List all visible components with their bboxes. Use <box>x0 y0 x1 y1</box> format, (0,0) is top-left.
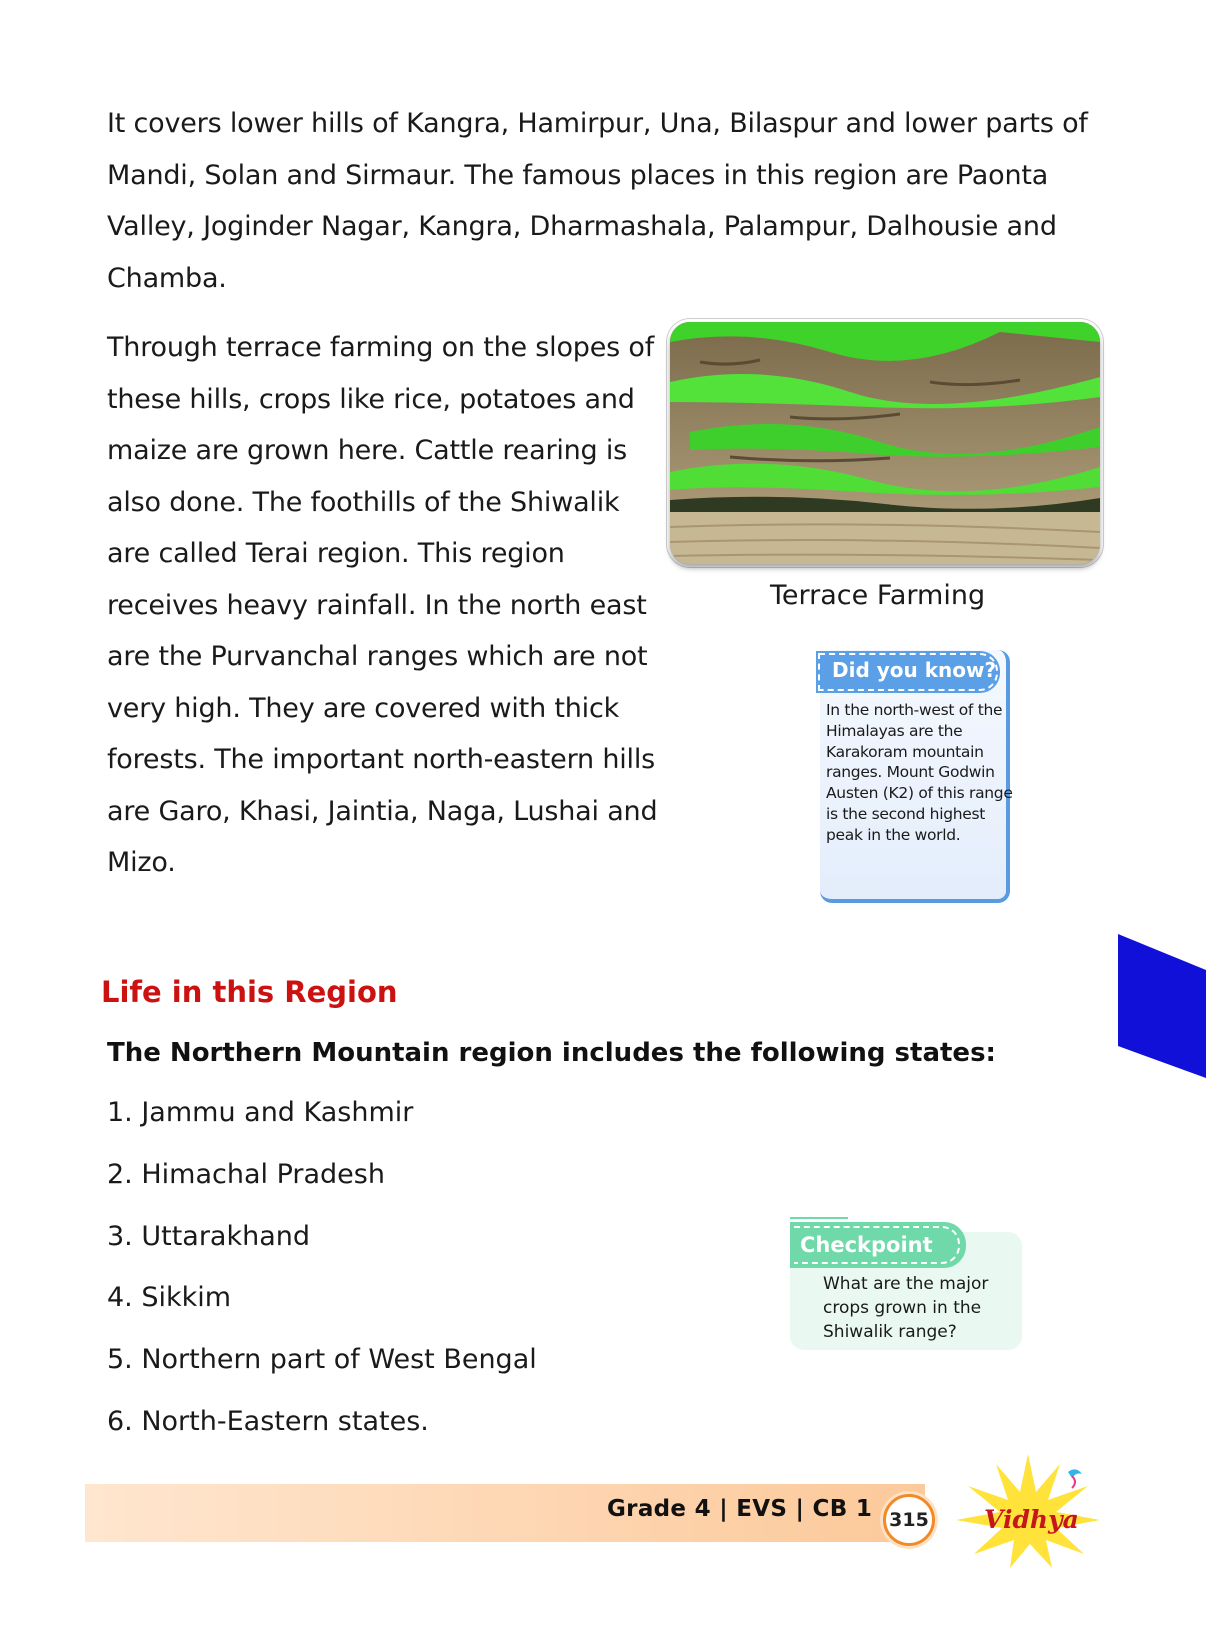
chapter-side-tab <box>1118 934 1206 1078</box>
list-item: 6. North-Eastern states. <box>107 1405 429 1437</box>
checkpoint-title: Checkpoint <box>800 1233 933 1257</box>
page-number: 315 <box>883 1494 935 1546</box>
intro-paragraph: It covers lower hills of Kangra, Hamirpur, Una, Bilaspur and lower parts of Mandi, Solan and Sirmaur. The famous places in this region are Paonta Valley, Joginder Nagar, Kangra, Dharmashala, Palampur, Dalhousie and Chamba. <box>107 108 1088 294</box>
checkpoint-accent-line <box>790 1217 848 1219</box>
states-list <box>107 1098 537 1469</box>
states-subheading: The Northern Mountain region includes the following states: <box>107 1038 996 1068</box>
list-item: 4. Sikkim <box>107 1282 232 1314</box>
did-you-know-text: In the north-west of the Himalayas are the Karakoram mountain ranges. Mount Godwin Austen (K2) of this range is the second highest peak in the world. <box>826 701 1013 844</box>
logo-wordmark: Vidhya <box>984 1505 1079 1534</box>
list-item: 2. Himachal Pradesh <box>107 1158 385 1190</box>
section-heading: Life in this Region <box>101 975 398 1009</box>
figure-caption: Terrace Farming <box>770 580 986 611</box>
did-you-know-title: Did you know? <box>832 658 997 682</box>
terrace-farming-photo <box>670 322 1100 564</box>
list-item: 1. Jammu and Kashmir <box>107 1097 414 1128</box>
footer-label: Grade 4 | EVS | CB 1 <box>607 1496 873 1522</box>
list-item: 3. Uttarakhand <box>107 1220 311 1252</box>
list-item: 5. Northern part of West Bengal <box>107 1344 537 1376</box>
checkpoint-question: What are the major crops grown in the Shiwalik range? <box>823 1274 989 1342</box>
terrace-paragraph: Through terrace farming on the slopes of these hills, crops like rice, potatoes and maize are grown here. Cattle rearing is also done. The foothills of the Shiwalik are called Terai region. This region receives heavy rainfall. In the north east are the Purvanchal ranges which are not very high. They are covered with thick forests. The important north-eastern hills are Garo, Khasi, Jaintia, Naga, Lushai and Mizo. <box>107 332 658 878</box>
